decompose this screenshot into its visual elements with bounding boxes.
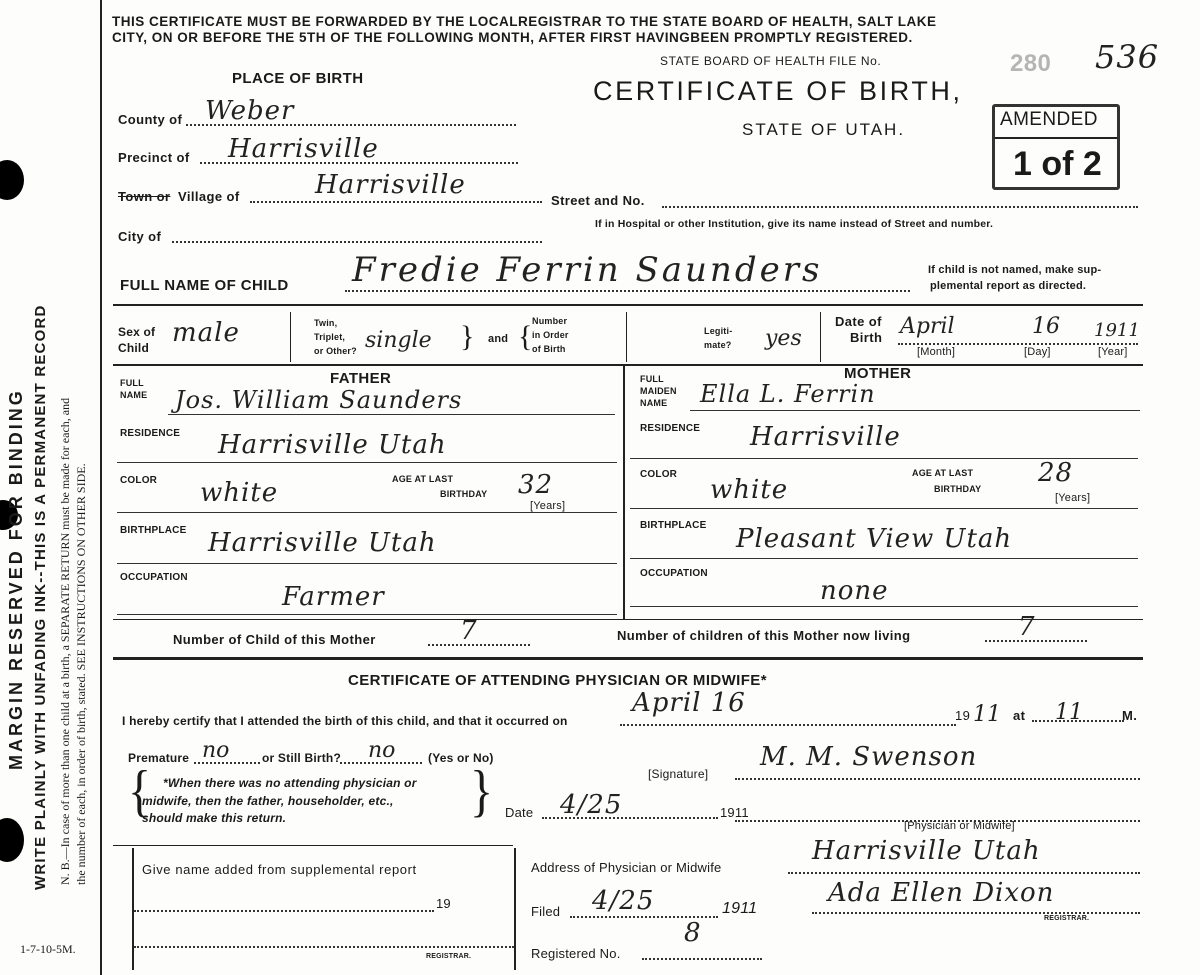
mother-birthplace-line [630,558,1138,559]
city-line [172,241,542,243]
father-age-label-2: BIRTHDAY [440,489,488,499]
supplemental-box [132,848,516,970]
filed-label: Filed [531,904,561,919]
unnamed-note-1: If child is not named, make sup- [928,264,1102,276]
father-residence-line [117,462,617,463]
street-line [662,206,1138,208]
registrar-signature: Ada Ellen Dixon [828,878,1055,908]
dob-day: 16 [1032,314,1060,339]
children-number-line [428,644,530,646]
village-value: Harrisville [315,170,466,200]
children-living-label: Number of children of this Mother now living [617,628,911,643]
mother-age-label-2: BIRTHDAY [934,484,982,494]
certify-at-label: at [1013,708,1026,723]
child-name-label: FULL NAME OF CHILD [120,277,289,294]
mother-occupation-line [630,606,1138,607]
header-instruction-line-2: CITY, ON OR BEFORE THE 5TH OF THE FOLLOWING MONTH, AFTER FIRST HAVINGBEEN PROMPTLY REGISTERED. [112,30,913,45]
city-label: City of [118,229,162,244]
mother-age-value: 28 [1038,458,1074,488]
father-name-line [168,414,615,415]
father-age-value: 32 [518,470,554,500]
dob-month-label: [Month] [917,346,956,358]
divider-sex [290,312,291,362]
margin-binding-text: MARGIN RESERVED FOR BINDING [6,388,26,770]
precinct-label: Precinct of [118,150,190,165]
sign-date-label: Date [505,805,534,820]
county-label: County of [118,112,183,127]
mother-birthplace-label: BIRTHPLACE [640,520,707,531]
father-occupation-label: OCCUPATION [120,572,188,583]
place-of-birth-heading: PLACE OF BIRTH [232,70,364,87]
still-birth-value: no [368,738,396,763]
form-code: 1-7-10-5M. [20,942,76,956]
margin-ink-text: WRITE PLAINLY WITH UNFADING INK--THIS IS A PERMANENT RECORD [32,304,49,890]
sex-label-1: Sex of [118,325,156,339]
sign-date-value: 4/25 [560,790,623,820]
mother-occupation-label: OCCUPATION [640,568,708,579]
mother-name-label-3: NAME [640,398,668,408]
sex-value: male [172,318,240,348]
certify-time-suffix: M. [1122,708,1138,723]
stamp-divider [995,137,1117,139]
twin-label-1: Twin, [314,318,338,328]
mother-name-label-1: FULL [640,374,664,384]
file-number: 536 [1095,38,1160,76]
binding-margin-line [100,0,102,975]
certificate-title: CERTIFICATE OF BIRTH, [593,76,963,106]
header-instruction-line-1: THIS CERTIFICATE MUST BE FORWARDED BY THE LOCALREGISTRAR TO THE STATE BOARD OF HEALTH, SALT LAKE [112,14,937,29]
number-brace: { [518,320,533,353]
physician-role-label: [Physician or Midwife] [904,820,1015,832]
dob-line [898,343,1138,345]
file-number-old: 280 [1010,50,1052,77]
premature-label: Premature [128,751,190,765]
twin-value: single [365,328,432,353]
registrar-line [812,912,1140,914]
address-line [788,872,1140,874]
certify-year-value: 11 [973,702,1001,727]
signature-value: M. M. Swenson [760,742,978,772]
mother-color-label: COLOR [640,469,678,480]
mother-color-value: white [710,475,789,505]
yes-no-label: (Yes or No) [428,751,494,765]
father-color-line [117,512,617,513]
legit-value: yes [765,326,802,351]
mother-years-label: [Years] [1055,492,1091,504]
file-number-label: STATE BOARD OF HEALTH FILE No. [660,54,882,68]
town-label-struck: Town or [118,189,171,204]
father-birthplace-value: Harrisville Utah [208,528,437,558]
certify-time-value: 11 [1055,700,1083,725]
child-name-value: Fredie Ferrin Saunders [352,250,823,290]
father-birthplace-label: BIRTHPLACE [120,525,187,536]
signature-label: [Signature] [648,767,709,781]
binding-hole-top [0,160,24,200]
number-label-2: in Order [532,330,569,340]
village-label: Village of [178,189,240,204]
father-birthplace-line [117,563,617,564]
county-value: Weber [205,96,295,126]
dob-day-label: [Day] [1024,346,1051,358]
note-brace-right: } [470,759,494,824]
father-heading: FATHER [330,370,392,387]
father-name-value: Jos. William Saunders [175,386,463,414]
father-residence-label: RESIDENCE [120,428,181,439]
street-label: Street and No. [551,193,645,208]
certify-year-prefix: 19 [955,708,971,723]
mother-age-label-1: AGE AT LAST [912,468,974,478]
mother-color-line [630,508,1138,509]
dob-label-1: Date of [835,314,882,329]
children-living-line [985,640,1087,642]
father-residence-value: Harrisville Utah [218,430,447,460]
mother-name-line [690,410,1140,411]
unnamed-note-2: plemental report as directed. [930,280,1087,292]
supplemental-registrar-line [134,946,514,948]
twin-label-3: or Other? [314,346,357,356]
father-color-label: COLOR [120,475,158,486]
registrar-label: REGISTRAR. [1044,915,1090,922]
amended-stamp-bottom: 1 of 2 [1013,145,1102,183]
physician-note-2: midwife, then the father, householder, etc., [142,794,394,808]
note-brace-left: { [128,759,152,824]
signature-line [735,778,1140,780]
certify-date-line [620,724,956,726]
legit-label-1: Legiti- [704,326,733,336]
children-number-label: Number of Child of this Mother [173,632,376,647]
children-living-value: 7 [1018,612,1036,642]
rule-physician-top [113,657,1143,660]
state-line: STATE OF UTAH. [742,120,906,139]
mother-residence-value: Harrisville [750,422,901,452]
supplemental-label: Give name added from supplemental report [142,862,417,877]
rule-parents-bottom [113,619,1143,620]
dob-year: 1911 [1094,320,1140,341]
rule-child-top [113,304,1143,306]
divider-legit [820,312,821,362]
father-occupation-line [117,614,617,615]
divider-number [626,312,627,362]
registered-no-label: Registered No. [531,946,621,961]
mother-residence-label: RESIDENCE [640,423,701,434]
physician-note-3: should make this return. [142,811,287,825]
mother-birthplace-value: Pleasant View Utah [736,524,1013,554]
father-age-label-1: AGE AT LAST [392,474,454,484]
certify-date-value: April 16 [632,688,746,718]
number-label-3: of Birth [532,344,566,354]
children-number-value: 7 [460,616,478,646]
dob-month: April [900,314,955,339]
mother-heading: MOTHER [844,365,912,382]
child-name-line [345,290,910,292]
filed-date: 4/25 [592,886,655,916]
hospital-note: If in Hospital or other Institution, give its name instead of Street and number. [595,218,994,230]
physician-heading: CERTIFICATE OF ATTENDING PHYSICIAN OR MIDWIFE* [348,672,767,689]
sign-date-year: 1911 [720,805,749,820]
address-label: Address of Physician or Midwife [531,860,722,875]
still-birth-label: or Still Birth? [262,751,341,765]
supplemental-registrar-label: REGISTRAR. [426,953,472,960]
twin-brace: } [460,320,475,353]
mother-occupation-value: none [820,576,889,606]
number-label-1: Number [532,316,568,326]
mother-name-value: Ella L. Ferrin [700,380,876,408]
father-name-label-2: NAME [120,390,148,400]
address-value: Harrisville Utah [812,836,1041,866]
rule-parents-top [113,364,1143,366]
filed-year: 1911 [722,900,758,917]
sex-label-2: Child [118,341,149,355]
legit-label-2: mate? [704,340,732,350]
parents-center-divider [623,364,625,620]
mother-name-label-2: MAIDEN [640,386,677,396]
binding-hole-bottom [0,818,24,862]
village-line [250,201,542,203]
margin-nb-line-1: N. B.—In case of more than one child at a birth, a SEPARATE RETURN must be made for each, and [58,397,72,885]
amended-stamp-top: AMENDED [1000,109,1098,130]
dob-label-2: Birth [850,330,883,345]
margin-nb-line-2: the number of each, in order of birth, stated. SEE INSTRUCTIONS ON OTHER SIDE. [74,463,88,885]
supplemental-line [134,910,434,912]
twin-label-2: Triplet, [314,332,346,342]
father-years-label: [Years] [530,500,566,512]
certify-text: I hereby certify that I attended the birth of this child, and that it occurred on [122,714,568,728]
supplemental-year: 19 [436,896,451,911]
amended-stamp [992,104,1120,190]
father-occupation-value: Farmer [282,582,385,612]
and-label: and [488,333,509,345]
precinct-value: Harrisville [228,134,379,164]
registered-no-value: 8 [684,918,702,948]
premature-value: no [202,738,230,763]
father-color-value: white [200,478,279,508]
registered-no-line [642,958,762,960]
rule-supplemental-top [113,845,513,846]
father-name-label-1: FULL [120,378,144,388]
physician-note-1: *When there was no attending physician or [163,776,417,790]
dob-year-label: [Year] [1098,346,1128,358]
